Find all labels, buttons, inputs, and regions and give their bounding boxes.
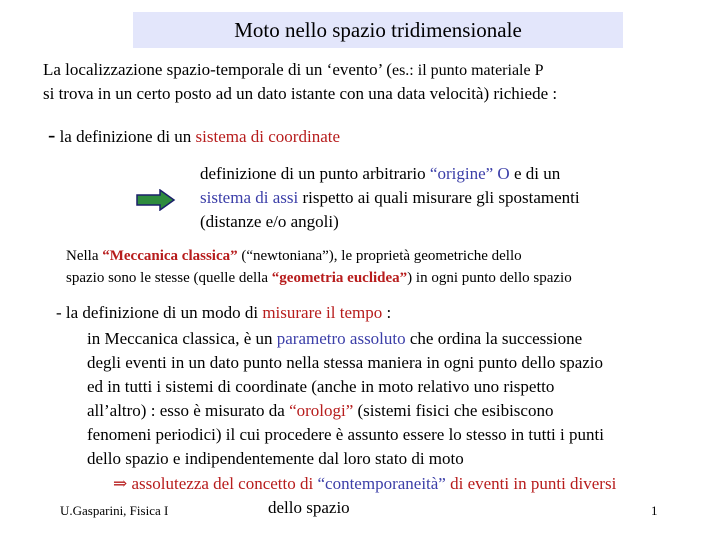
def-line-3 [200, 210, 339, 234]
item-text-2-tail: : [382, 303, 392, 322]
para-text: in Meccanica classica, è un [87, 329, 277, 348]
conclusion-line-1 [113, 472, 616, 496]
slide-title-text: Moto nello spazio tridimensionale [234, 17, 522, 42]
para-text-5: fenomeni periodici) il cui procedere è assunto essere lo stesso in tutti i punti [87, 425, 604, 444]
right-arrow-icon [136, 189, 176, 211]
highlight-absolute-parameter: parametro assoluto [276, 329, 406, 348]
def-text-2: rispetto ai quali misurare gli spostamenti [298, 188, 580, 207]
para-line-6 [87, 447, 464, 471]
note-text-2-tail: ) in ogni punto dello spazio [407, 270, 572, 286]
para-text-tail: che ordina la successione [405, 329, 583, 348]
def-text: definizione di un punto arbitrario [200, 164, 430, 183]
conclusion-line-2 [268, 496, 350, 520]
para-text-4-tail: (sistemi fisici che esibiscono [353, 401, 554, 420]
footer-author-text: U.Gasparini, Fisica I [60, 503, 169, 518]
def-text-tail: e di un [509, 164, 561, 183]
highlight-euclidean-geometry: “geometria euclidea” [271, 270, 408, 286]
conclusion-text-tail: di eventi in punti diversi [445, 474, 617, 493]
highlight-simultaneity: “contemporaneità” [317, 474, 446, 493]
note-text-2: spazio sono le stesse (quelle della [66, 270, 272, 286]
item-time-measure [56, 301, 391, 325]
conclusion-text-2: dello spazio [268, 498, 350, 517]
para-text-6: dello spazio e indipendentemente dal loro stato di moto [87, 449, 464, 468]
para-line-2 [87, 351, 603, 375]
def-text-3: (distanze e/o angoli) [200, 212, 339, 231]
slide-title [133, 12, 623, 48]
conclusion-text: assolutezza del concetto di [127, 474, 318, 493]
def-line-1 [200, 162, 560, 186]
para-text-2: degli eventi in un dato punto nella stessa maniera in ogni punto dello spazio [87, 353, 604, 372]
intro-example: es.: il punto materiale P [391, 62, 544, 79]
bullet-dash: - [48, 122, 56, 147]
footer-author [60, 502, 168, 520]
page-number-text: 1 [651, 503, 658, 518]
def-line-2 [200, 186, 580, 210]
para-line-5 [87, 423, 604, 447]
item-text-2: - la definizione di un modo di [56, 303, 263, 322]
para-text-4: all’altro) : esso è misurato da [87, 401, 290, 420]
highlight-coordinate-system: sistema di coordinate [195, 127, 341, 146]
note-text: Nella [66, 248, 103, 264]
intro-line-1 [43, 58, 544, 83]
intro-text-2: si trova in un certo posto ad un dato istante con una data velocità) richiede : [43, 84, 558, 103]
page-number [651, 502, 658, 520]
highlight-clocks: “orologi” [289, 401, 354, 420]
highlight-classical-mechanics: “Meccanica classica” [102, 248, 238, 264]
para-text-3: ed in tutti i sistemi di coordinate (anche in moto relativo uno rispetto [87, 377, 555, 396]
highlight-axes: sistema di assi [200, 188, 299, 207]
implies-icon: ⇒ [113, 474, 128, 493]
para-line-3 [87, 375, 554, 399]
item-text: la definizione di un [55, 127, 196, 146]
intro-text: La localizzazione spazio-temporale di un ‘evento’ ( [43, 60, 392, 79]
intro-line-2 [43, 82, 557, 106]
note-text-tail: (“newtoniana”), le proprietà geometriche dello [237, 248, 522, 264]
note-line-2 [66, 267, 572, 289]
item-coordinate-system [48, 123, 340, 149]
para-line-4 [87, 399, 553, 423]
para-line-1 [87, 327, 582, 351]
note-line-1 [66, 245, 522, 267]
highlight-origin: “origine” O [429, 164, 510, 183]
highlight-measure-time: misurare il tempo [262, 303, 383, 322]
